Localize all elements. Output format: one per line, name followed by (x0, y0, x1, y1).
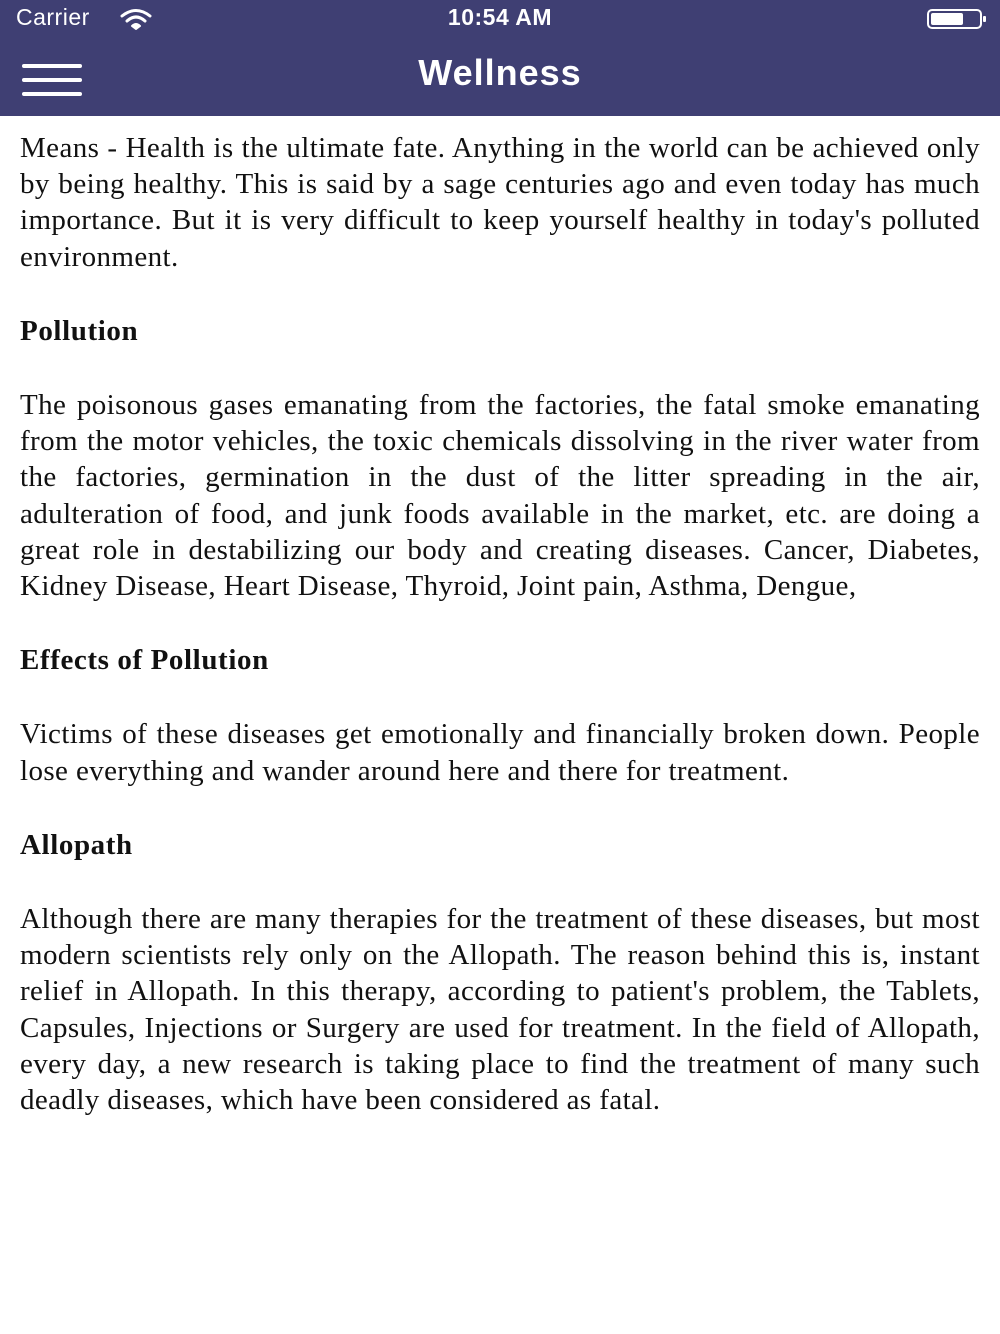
page-title: Wellness (418, 52, 582, 93)
section-heading-allopath: Allopath (20, 828, 133, 861)
section-heading-pollution: Pollution (20, 314, 139, 347)
battery-icon (927, 9, 987, 29)
section-body-pollution: The poisonous gases emanating from the factories, the fatal smoke emanating from the motor vehicles, the toxic chemicals dissolving in the river water from the factories, germination in the dust of the litter spreading in the air, adulteration of food, and junk foods available in the market, etc. are doing a great role in destabilizing our body and creating diseases. Cancer, Diabetes, Kidney Disease, Heart Disease, Thyroid, Joint pain, Asthma, Dengue, (20, 389, 980, 603)
section-heading-effects: Effects of Pollution (20, 644, 269, 677)
intro-paragraph: Means - Health is the ultimate fate. Anything in the world can be achieved only by being healthy. This is said by a sage centuries ago and even today has much importance. But it is very difficult to keep yourself healthy in today's polluted environment. (20, 132, 980, 273)
section-body-effects: Victims of these diseases get emotionally and financially broken down. People lose everything and wander around here and there for treatment. (20, 718, 980, 787)
carrier-label: Carrier (16, 4, 90, 30)
top-bar (0, 0, 1000, 116)
status-time: 10:54 AM (447, 4, 553, 30)
article-content (20, 130, 980, 1118)
section-body-allopath: Although there are many therapies for the treatment of these diseases, but most modern scientists rely only on the Allopath. The reason behind this is, instant relief in Allopath. In this therapy, according to patient's problem, the Tablets, Capsules, Injections or Surgery are used for treatment. In the field of Allopath, every day, a new research is taking place to find the treatment of many such deadly diseases, which have been considered as fatal. (20, 903, 980, 1117)
